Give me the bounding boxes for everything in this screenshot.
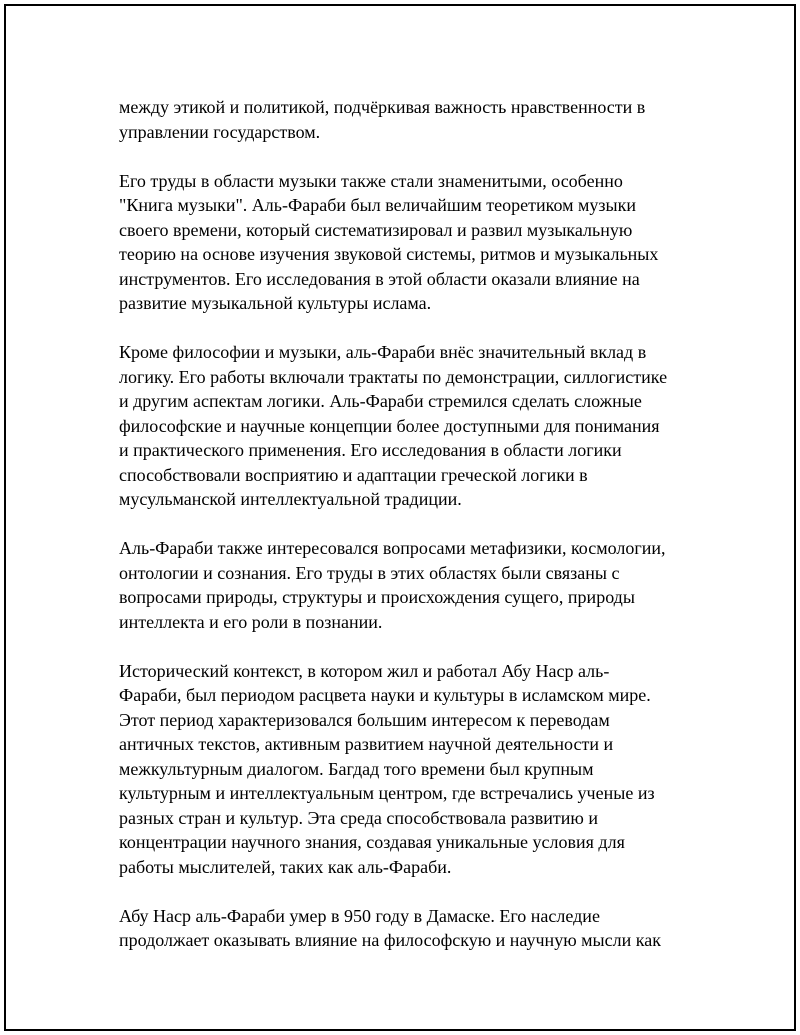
text-line: Этот период характеризовался большим интересом к переводам: [119, 709, 610, 730]
text-line: культурным и интеллектуальным центром, где встречались ученые из: [119, 783, 655, 803]
paragraph-metaphysics: [119, 536, 699, 634]
paragraph-historical-context: [119, 659, 699, 880]
text-line: Кроме философии и музыки, аль-Фараби внёс значительный вклад в: [119, 342, 647, 362]
text-line: между этикой и политикой, подчёркивая важность нравственности в: [119, 97, 646, 117]
text-line: вопросами природы, структуры и происхождения сущего, природы: [119, 587, 635, 607]
document-body: [119, 95, 699, 953]
text-line: логику. Его работы включали трактаты по демонстрации, силлогистике: [119, 366, 668, 387]
text-line: и другим аспектам логики. Аль-Фараби стремился сделать сложные: [119, 391, 642, 411]
text-line: Его труды в области музыки также стали знаменитыми, особенно: [119, 170, 623, 191]
page-frame: [4, 4, 796, 1031]
text-line: мусульманской интеллектуальной традиции.: [119, 489, 462, 509]
text-line: продолжает оказывать влияние на философскую и научную мысли как: [119, 930, 661, 950]
text-line: Аль-Фараби также интересовался вопросами метафизики, космологии,: [119, 538, 666, 558]
paragraph-ethics-politics: [119, 95, 699, 144]
text-line: концентрации научного знания, создавая уникальные условия для: [119, 832, 625, 852]
text-line: онтологии и сознания. Его труды в этих областях были связаны с: [119, 562, 620, 583]
text-line: работы мыслителей, таких как аль-Фараби.: [119, 856, 452, 877]
paragraph-logic: [119, 340, 699, 512]
text-line: способствовали восприятию и адаптации греческой логики в: [119, 464, 588, 485]
text-line: философские и научные концепции более доступными для понимания: [119, 415, 660, 436]
text-line: разных стран и культур. Эта среда способствовала развитию и: [119, 807, 598, 828]
text-line: инструментов. Его исследования в этой области оказали влияние на: [119, 268, 640, 289]
text-line: Исторический контекст, в котором жил и работал Абу Наср аль-: [119, 660, 610, 681]
text-line: своего времени, который систематизировал и развил музыкальную: [119, 219, 633, 240]
text-line: интеллекта и его роли в познании.: [119, 611, 383, 632]
text-line: Абу Наср аль-Фараби умер в 950 году в Дамаске. Его наследие: [119, 905, 600, 926]
text-line: межкультурным диалогом. Багдад того времени был крупным: [119, 758, 594, 779]
text-line: античных текстов, активным развитием научной деятельности и: [119, 734, 614, 754]
text-line: и практического применения. Его исследования в области логики: [119, 440, 622, 460]
text-line: Фараби, был периодом расцвета науки и культуры в исламском мире.: [119, 685, 651, 705]
paragraph-music: [119, 169, 699, 316]
paragraph-death-legacy: [119, 904, 699, 953]
text-line: теорию на основе изучения звуковой системы, ритмов и музыкальных: [119, 244, 659, 264]
text-line: развитие музыкальной культуры ислама.: [119, 293, 432, 313]
text-line: "Книга музыки". Аль-Фараби был величайшим теоретиком музыки: [119, 195, 636, 215]
text-line: управлении государством.: [119, 121, 321, 142]
